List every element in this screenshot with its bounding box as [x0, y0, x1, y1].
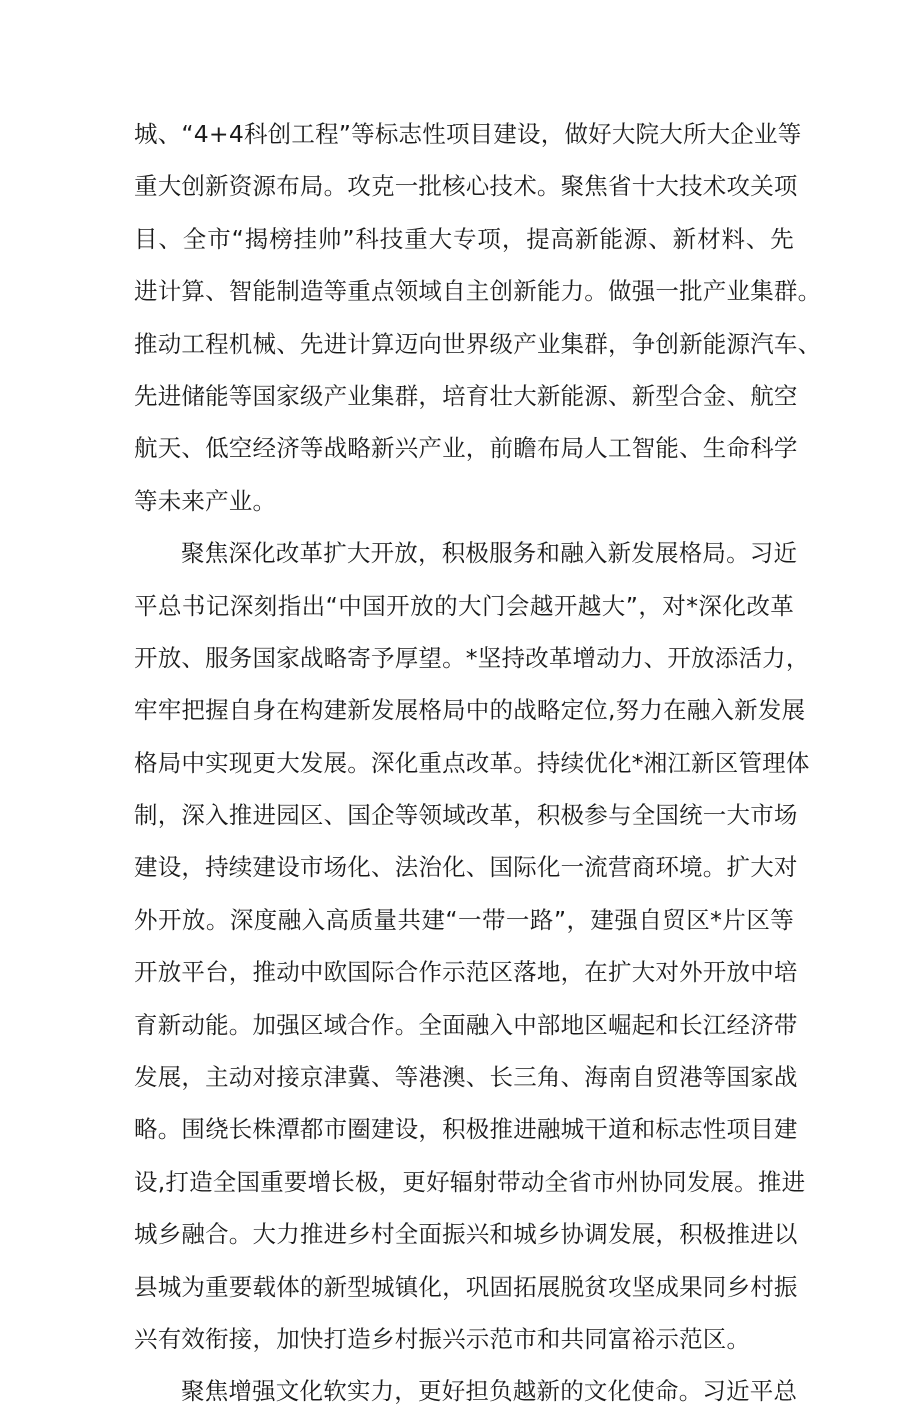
text-line: 重大创新资源布局。攻克一批核心技术。聚焦省十大技术攻关项: [134, 172, 798, 201]
text-line: 先进储能等国家级产业集群，培育壮大新能源、新型合金、航空: [134, 381, 798, 410]
text-line: 等未来产业。: [134, 486, 277, 515]
text-line: 聚焦增强文化软实力，更好担负越新的文化使命。习近平总: [181, 1377, 798, 1406]
text-line: 开放、服务国家战略寄予厚望。*坚持改革增动力、开放添活力，: [134, 643, 810, 672]
paragraph-3: [134, 1365, 798, 1417]
text-line: 育新动能。加强区域合作。全面融入中部地区崛起和长江经济带: [134, 1010, 798, 1039]
text-line: 开放平台，推动中欧国际合作示范区落地，在扩大对外开放中培: [134, 958, 798, 987]
text-line: 外开放。深度融入高质量共建“一带一路”，建强自贸区*片区等: [134, 905, 794, 934]
text-line: 兴有效衔接，加快打造乡村振兴示范市和共同富裕示范区。: [134, 1324, 751, 1353]
text-line: 城乡融合。大力推进乡村全面振兴和城乡协调发展，积极推进以: [134, 1220, 798, 1249]
document-body: [134, 108, 822, 1418]
text-line: 格局中实现更大发展。深化重点改革。持续优化*湘江新区管理体: [134, 748, 810, 777]
text-line: 推动工程机械、先进计算迈向世界级产业集群，争创新能源汽车、: [134, 329, 822, 358]
text-line: 进计算、智能制造等重点领域自主创新能力。做强一批产业集群。: [134, 277, 822, 306]
text-line: 建设，持续建设市场化、法治化、国际化一流营商环境。扩大对: [134, 853, 798, 882]
text-line: 目、全市“揭榜挂帅”科技重大专项，提高新能源、新材料、先: [134, 224, 794, 253]
text-line: 聚焦深化改革扩大开放，积极服务和融入新发展格局。习近: [181, 539, 798, 568]
text-line: 航天、低空经济等战略新兴产业，前瞻布局人工智能、生命科学: [134, 434, 798, 463]
text-line: 县城为重要载体的新型城镇化，巩固拓展脱贫攻坚成果同乡村振: [134, 1272, 798, 1301]
text-line: 略。围绕长株潭都市圈建设，积极推进融城干道和标志性项目建: [134, 1115, 798, 1144]
text-line: 城、“4+4科创工程”等标志性项目建设，做好大院大所大企业等: [134, 120, 802, 148]
paragraph-2: [134, 527, 810, 1365]
text-line: 平总书记深刻指出“中国开放的大门会越开越大”，对*深化改革: [134, 591, 794, 620]
text-line: 制，深入推进园区、国企等领域改革，积极参与全国统一大市场: [134, 801, 798, 830]
text-line: 设,打造全国重要增长极，更好辐射带动全省市州协同发展。推进: [134, 1167, 806, 1196]
text-line: 发展，主动对接京津冀、等港澳、长三角、海南自贸港等国家战: [134, 1063, 798, 1092]
paragraph-1: [134, 108, 822, 527]
text-line: 牢牢把握自身在构建新发展格局中的战略定位,努力在融入新发展: [134, 696, 806, 725]
